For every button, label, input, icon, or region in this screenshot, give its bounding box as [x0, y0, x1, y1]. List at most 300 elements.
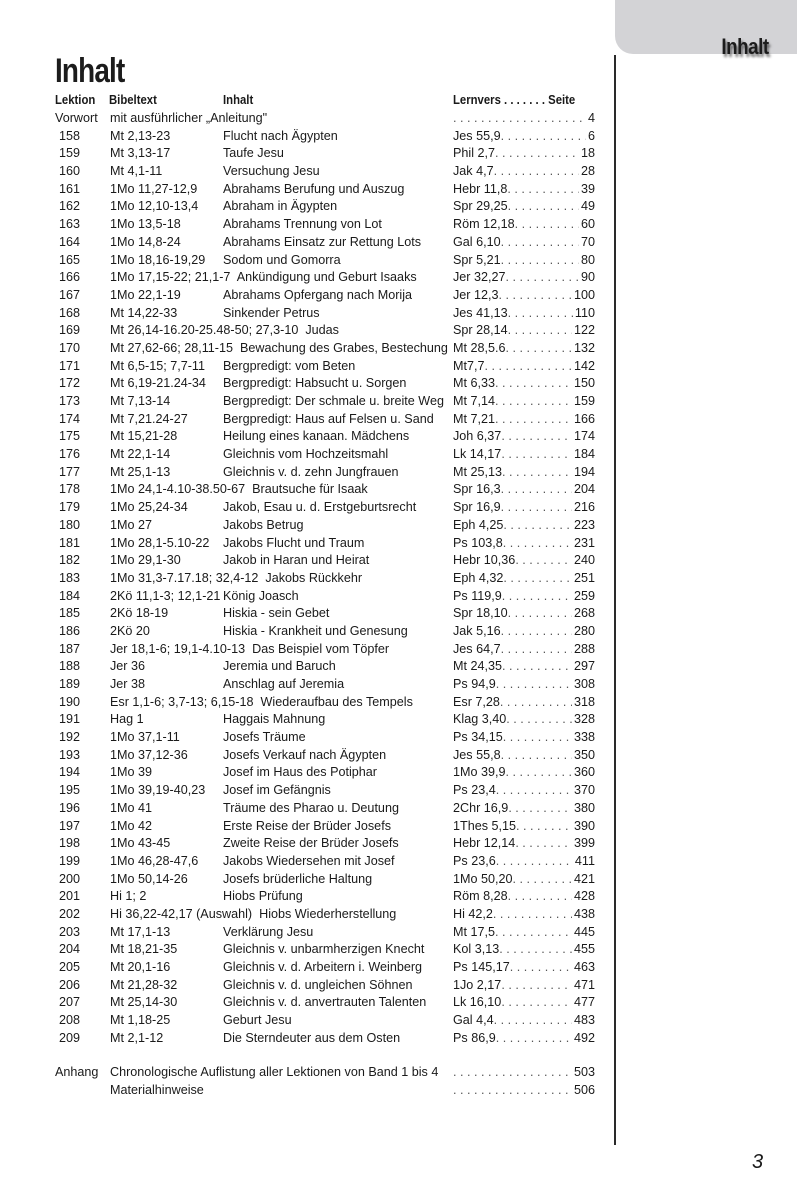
lesson-lernvers-page	[453, 128, 595, 146]
lesson-page: 204	[573, 482, 595, 497]
leader-dots	[500, 694, 572, 712]
leader-dots	[503, 570, 572, 588]
toc-row-lesson[interactable]	[55, 428, 595, 446]
lesson-lernvers: Ps 34,15	[453, 730, 503, 745]
lesson-bibeltext: 1Mo 28,1-5.10-22	[110, 535, 210, 550]
toc-row-lesson[interactable]	[55, 764, 595, 782]
toc-row-lesson[interactable]	[55, 941, 595, 959]
lesson-bibeltext: 1Mo 13,5-18	[110, 217, 181, 232]
leader-dots	[501, 977, 572, 995]
lesson-bibeltext: Mt 6,19-21.24-34	[110, 376, 206, 391]
lesson-bibeltext: 1Mo 37,1-11	[110, 730, 180, 745]
lesson-inhalt: Hiobs Prüfung	[223, 889, 303, 904]
leader-dots	[494, 1012, 572, 1030]
lesson-bibeltext: 2Kö 11,1-3; 12,1-21	[110, 588, 221, 603]
toc-row-lesson[interactable]	[55, 517, 595, 535]
leader-dots	[501, 234, 579, 252]
lesson-number: 171	[59, 358, 81, 373]
leader-dots	[508, 198, 579, 216]
lesson-page: 421	[573, 871, 595, 886]
lesson-lernvers-page	[453, 782, 595, 800]
toc-row-lesson[interactable]	[55, 128, 595, 146]
lesson-page: 251	[573, 570, 595, 585]
lesson-bibeltext: Jer 38	[110, 677, 146, 691]
leader-dots	[508, 305, 573, 323]
toc-row-lesson[interactable]	[55, 994, 595, 1012]
lesson-lernvers: Spr 16,9	[453, 500, 501, 515]
lesson-page: 390	[573, 818, 595, 833]
toc-row-lesson[interactable]	[55, 464, 595, 482]
vorwort-label: Vorwort	[55, 111, 98, 125]
lesson-inhalt: Bergpredigt: Der schmale u. breite Weg	[223, 394, 444, 408]
toc-row-lesson[interactable]	[55, 305, 595, 323]
toc-row-lesson[interactable]	[55, 216, 595, 234]
toc-row-lesson[interactable]	[55, 198, 595, 216]
appendix-page: 506	[573, 1083, 595, 1098]
lesson-inhalt: Josefs brüderliche Haltung	[223, 871, 373, 886]
lesson-page: 122	[573, 323, 595, 338]
lesson-lernvers: Ps 86,9	[453, 1030, 496, 1045]
lesson-number: 191	[59, 712, 81, 727]
toc-row-lesson[interactable]	[55, 977, 595, 995]
lesson-lernvers: Jak 4,7	[453, 164, 494, 179]
header-lernvers-seite	[453, 91, 581, 110]
toc-row-lesson[interactable]	[55, 499, 595, 517]
leader-dots	[501, 446, 572, 464]
lesson-bibeltext: Hi 1; 2	[110, 889, 147, 904]
leader-dots	[495, 924, 572, 942]
appendix-label: Anhang	[55, 1065, 99, 1080]
lesson-lernvers: Ps 23,6	[453, 853, 496, 868]
toc-row-lesson[interactable]	[55, 481, 595, 499]
lesson-lernvers-page	[453, 906, 595, 924]
toc-row-lesson[interactable]	[55, 1012, 595, 1030]
lesson-page: 150	[573, 376, 595, 391]
lesson-page: 338	[573, 730, 595, 745]
lesson-lernvers: Röm 8,28	[453, 889, 508, 904]
toc-row-lesson[interactable]	[55, 287, 595, 305]
leader-dots	[496, 853, 573, 871]
toc-row-lesson[interactable]	[55, 658, 595, 676]
lesson-lernvers: Mt 28,5.6	[453, 340, 506, 355]
lesson-inhalt: Hiskia - Krankheit und Genesung	[223, 623, 408, 638]
lesson-number: 197	[59, 818, 81, 833]
lesson-lernvers: Lk 14,17	[453, 447, 502, 462]
lesson-inhalt: Josef im Haus des Potiphar	[223, 765, 377, 780]
lesson-bibeltext-inhalt: Hi 36,22-42,17 (Auswahl) Hiobs Wiederherstellung	[110, 906, 397, 921]
lesson-inhalt: Zweite Reise der Brüder Josefs	[223, 836, 399, 851]
lesson-bibeltext: Mt 25,14-30	[110, 995, 178, 1010]
lesson-lernvers: Lk 16,10	[453, 995, 502, 1010]
lesson-lernvers: Ps 103,8	[453, 535, 503, 550]
leader-dots	[493, 906, 572, 924]
lesson-number: 194	[59, 765, 81, 780]
leader-dots	[499, 287, 572, 305]
lesson-bibeltext-inhalt: Mt 27,62-66; 28,11-15 Bewachung des Grabes, Bestechung	[110, 340, 448, 355]
lesson-lernvers-page	[453, 764, 595, 782]
lesson-bibeltext: 1Mo 11,27-12,9	[110, 181, 198, 196]
lesson-lernvers: Mt 24,35	[453, 659, 503, 674]
lesson-lernvers-page	[453, 676, 595, 694]
lesson-page: 80	[580, 252, 595, 267]
lesson-lernvers: 1Jo 2,17	[453, 977, 502, 992]
lesson-page: 159	[573, 394, 595, 408]
lesson-bibeltext: Mt 21,28-32	[110, 977, 178, 992]
leader-dots	[502, 658, 572, 676]
lesson-lernvers-page	[453, 871, 595, 889]
lesson-lernvers: Jes 55,8	[453, 747, 501, 762]
lesson-bibeltext: Mt 25,1-13	[110, 464, 171, 479]
lesson-inhalt: Gleichnis v. unbarmherzigen Knecht	[223, 942, 425, 957]
leader-dots	[496, 676, 572, 694]
lesson-number: 177	[59, 464, 81, 479]
lesson-lernvers-page	[453, 1030, 595, 1048]
toc-row-lesson[interactable]	[55, 1030, 595, 1048]
leader-dots	[501, 128, 586, 146]
lesson-lernvers-page	[453, 411, 595, 429]
lesson-lernvers-page	[453, 941, 595, 959]
lesson-number: 163	[59, 217, 81, 232]
lesson-lernvers-page	[453, 287, 595, 305]
lesson-lernvers: Spr 5,21	[453, 252, 501, 267]
lesson-inhalt: Gleichnis v. d. anvertrauten Talenten	[223, 995, 427, 1010]
toc-row-lesson[interactable]	[55, 676, 595, 694]
leader-dots	[503, 517, 572, 535]
lesson-inhalt: Jakobs Betrug	[223, 517, 304, 532]
lesson-inhalt: Jakobs Flucht und Traum	[223, 535, 365, 550]
lesson-bibeltext: 1Mo 46,28-47,6	[110, 853, 199, 868]
lesson-inhalt: Abrahams Einsatz zur Rettung Lots	[223, 234, 422, 249]
lesson-number: 178	[59, 482, 81, 497]
toc-row-lesson[interactable]	[55, 605, 595, 623]
lesson-inhalt: Josefs Träume	[223, 730, 306, 745]
leader-dots	[508, 800, 572, 818]
lesson-lernvers: Spr 18,10	[453, 606, 508, 621]
toc-row-lesson[interactable]	[55, 906, 595, 924]
lesson-lernvers: Jes 55,9	[453, 128, 501, 143]
appendix-page-ref	[453, 1064, 595, 1082]
lesson-inhalt: Gleichnis v. d. Arbeitern i. Weinberg	[223, 960, 423, 974]
toc-row-lesson[interactable]	[55, 163, 595, 181]
lesson-lernvers-page	[453, 835, 595, 853]
lesson-bibeltext: 1Mo 50,14-26	[110, 871, 188, 886]
toc-row-lesson[interactable]	[55, 888, 595, 906]
lesson-number: 203	[59, 924, 81, 939]
lesson-number: 160	[59, 164, 81, 179]
toc-row-lesson[interactable]	[55, 835, 595, 853]
lesson-bibeltext: Mt 20,1-16	[110, 960, 171, 974]
toc-row-lesson[interactable]	[55, 782, 595, 800]
page-title: Inhalt	[55, 52, 125, 90]
lesson-number: 207	[59, 995, 81, 1010]
lesson-bibeltext-inhalt: 1Mo 31,3-7.17.18; 32,4-12 Jakobs Rückkehr	[110, 570, 363, 585]
lesson-inhalt: Versuchung Jesu	[223, 164, 320, 179]
lesson-lernvers: Spr 16,3	[453, 482, 501, 497]
toc-row-lesson[interactable]	[55, 535, 595, 553]
lesson-bibeltext: 1Mo 41	[110, 800, 153, 815]
toc-row-lesson[interactable]	[55, 375, 595, 393]
lesson-lernvers-page	[453, 322, 595, 340]
toc-row-lesson[interactable]	[55, 800, 595, 818]
toc-row-lesson[interactable]	[55, 145, 595, 163]
lesson-page: 477	[573, 995, 595, 1010]
toc-row-lesson[interactable]	[55, 623, 595, 641]
lesson-lernvers-page	[453, 358, 595, 376]
lesson-lernvers-page	[453, 888, 595, 906]
lesson-number: 192	[59, 730, 81, 745]
lesson-lernvers-page	[453, 641, 595, 659]
leader-dots	[501, 428, 572, 446]
lesson-page: 297	[573, 659, 595, 674]
lesson-page: 411	[574, 853, 595, 868]
toc-row-lesson[interactable]	[55, 747, 595, 765]
toc-row-lesson[interactable]	[55, 340, 595, 358]
leader-dots	[510, 959, 572, 977]
lesson-lernvers: Kol 3,13	[453, 942, 500, 957]
lesson-bibeltext: 1Mo 37,12-36	[110, 747, 188, 762]
toc-row-lesson[interactable]	[55, 588, 595, 606]
leader-dots	[495, 145, 579, 163]
lesson-lernvers-page	[453, 853, 595, 871]
leader-dots	[494, 163, 579, 181]
lesson-inhalt: Anschlag auf Jeremia	[223, 677, 345, 691]
toc-row-lesson[interactable]	[55, 711, 595, 729]
leader-dots	[503, 535, 572, 553]
toc-row-lesson[interactable]	[55, 234, 595, 252]
lesson-page: 184	[573, 447, 595, 462]
appendix-item: Materialhinweise	[110, 1083, 204, 1098]
lesson-bibeltext: Mt 2,1-12	[110, 1030, 164, 1045]
leader-dots	[516, 818, 572, 836]
header-inhalt: Inhalt	[223, 93, 254, 107]
lesson-number: 186	[59, 623, 81, 638]
toc-row-lesson[interactable]	[55, 853, 595, 871]
section-tab-label: Inhalt	[721, 34, 769, 59]
leader-dots	[508, 322, 572, 340]
toc-row-lesson[interactable]	[55, 959, 595, 977]
lesson-bibeltext: 1Mo 22,1-19	[110, 287, 181, 302]
lesson-number: 190	[59, 694, 81, 709]
section-tab	[615, 0, 797, 59]
lesson-inhalt: Josef im Gefängnis	[223, 783, 331, 798]
leader-dots	[508, 605, 572, 623]
lesson-bibeltext: Mt 7,13-14	[110, 394, 171, 408]
header-bibeltext: Bibeltext	[109, 93, 157, 107]
lesson-bibeltext: 1Mo 25,24-34	[110, 500, 188, 515]
lesson-page: 360	[573, 765, 595, 780]
lesson-inhalt: Verklärung Jesu	[223, 924, 314, 939]
lesson-bibeltext: 1Mo 39,19-40,23	[110, 783, 206, 798]
lesson-lernvers-page	[453, 428, 595, 446]
lesson-inhalt: Gleichnis v. d. ungleichen Söhnen	[223, 977, 413, 992]
lesson-lernvers: Eph 4,25	[453, 517, 504, 532]
lesson-lernvers-page	[453, 375, 595, 393]
lesson-number: 176	[59, 447, 81, 462]
toc-row-lesson[interactable]	[55, 924, 595, 942]
lesson-lernvers: Mt 6,33	[453, 376, 495, 391]
lesson-inhalt: Abrahams Trennung von Lot	[223, 217, 382, 232]
lesson-lernvers: Klag 3,40	[453, 712, 507, 727]
lesson-number: 200	[59, 871, 81, 886]
toc-row-lesson[interactable]	[55, 269, 595, 287]
leader-dots	[501, 747, 572, 765]
lesson-number: 204	[59, 942, 81, 957]
toc-row-lesson[interactable]	[55, 181, 595, 199]
lesson-bibeltext: 1Mo 29,1-30	[110, 553, 181, 568]
toc-row-appendix[interactable]	[55, 1064, 595, 1082]
lesson-number: 189	[59, 677, 81, 691]
lesson-lernvers-page	[453, 145, 595, 163]
lesson-lernvers-page	[453, 181, 595, 199]
toc-row-lesson[interactable]	[55, 358, 595, 376]
lesson-number: 188	[59, 659, 81, 674]
lesson-lernvers: Phil 2,7	[453, 146, 496, 161]
lesson-page: 90	[580, 270, 595, 285]
lesson-page: 132	[573, 340, 595, 355]
lesson-inhalt: Sinkender Petrus	[223, 305, 320, 320]
toc-row-lesson[interactable]	[55, 322, 595, 340]
lesson-inhalt: Die Sterndeuter aus dem Osten	[223, 1030, 401, 1045]
lesson-lernvers: Mt 25,13	[453, 464, 503, 479]
leader-dots	[507, 181, 579, 199]
lesson-lernvers-page	[453, 924, 595, 942]
lesson-bibeltext: Mt 4,1-11	[110, 164, 163, 179]
toc-row-lesson[interactable]	[55, 552, 595, 570]
lesson-lernvers-page	[453, 252, 595, 270]
lesson-inhalt: Josefs Verkauf nach Ägypten	[223, 747, 387, 762]
lesson-page: 399	[573, 836, 595, 851]
lesson-lernvers-page	[453, 535, 595, 553]
lesson-number: 159	[59, 146, 81, 161]
lesson-inhalt: Erste Reise der Brüder Josefs	[223, 818, 391, 833]
toc-row-lesson[interactable]	[55, 818, 595, 836]
lesson-lernvers: Jer 12,3	[453, 287, 499, 302]
lesson-page: 318	[573, 694, 595, 709]
header-lernvers: Lernvers . . . . . . .	[453, 93, 545, 107]
lesson-page: 240	[573, 553, 595, 568]
lesson-number: 167	[59, 287, 81, 302]
leader-dots	[496, 782, 572, 800]
lesson-bibeltext: Mt 1,18-25	[110, 1013, 171, 1028]
leader-dots	[495, 393, 572, 411]
leader-dots	[501, 481, 572, 499]
lesson-lernvers-page	[453, 552, 595, 570]
lesson-lernvers-page	[453, 234, 595, 252]
toc-row-lesson[interactable]	[55, 446, 595, 464]
lesson-lernvers: Ps 119,9	[453, 588, 502, 603]
lesson-page: 350	[573, 747, 595, 762]
leader-dots	[501, 252, 579, 270]
toc-row-vorwort[interactable]	[55, 110, 595, 128]
lesson-number: 181	[59, 535, 81, 550]
lesson-page: 328	[573, 712, 595, 727]
lesson-number: 168	[59, 305, 81, 320]
toc-row-lesson[interactable]	[55, 570, 595, 588]
lesson-lernvers-page	[453, 517, 595, 535]
lesson-inhalt: Gleichnis vom Hochzeitsmahl	[223, 447, 389, 462]
lesson-bibeltext: 1Mo 27	[110, 517, 153, 532]
lesson-lernvers: Esr 7,28	[453, 694, 500, 709]
lesson-number: 179	[59, 500, 81, 515]
leader-dots	[485, 358, 572, 376]
lesson-page: 110	[574, 305, 595, 320]
lesson-lernvers-page	[453, 694, 595, 712]
toc-row-appendix[interactable]	[55, 1082, 595, 1100]
leader-dots	[503, 729, 572, 747]
appendix-page: 503	[573, 1065, 595, 1080]
lesson-page: 100	[573, 287, 595, 302]
lesson-number: 198	[59, 836, 81, 851]
lesson-number: 164	[59, 234, 81, 249]
lesson-bibeltext: 2Kö 18-19	[110, 606, 169, 621]
toc-row-lesson[interactable]	[55, 871, 595, 889]
lesson-page: 70	[580, 234, 595, 249]
vorwort-page-ref	[453, 110, 595, 128]
lesson-inhalt: Geburt Jesu	[223, 1013, 292, 1028]
lesson-lernvers: Hebr 10,36	[453, 553, 516, 568]
lesson-bibeltext: Mt 7,21.24-27	[110, 411, 188, 426]
toc-row-lesson[interactable]	[55, 252, 595, 270]
lesson-bibeltext: Mt 18,21-35	[110, 942, 178, 957]
leader-dots	[506, 711, 572, 729]
lesson-inhalt: Jakob in Haran und Heirat	[223, 553, 370, 568]
lesson-number: 180	[59, 517, 81, 532]
lesson-bibeltext-inhalt: 1Mo 24,1-4.10-38.50-67 Brautsuche für Isaak	[110, 482, 368, 497]
toc-row-lesson[interactable]	[55, 411, 595, 429]
toc-row-lesson[interactable]	[55, 393, 595, 411]
lesson-page: 18	[580, 146, 595, 161]
lesson-number: 169	[59, 323, 81, 338]
lesson-lernvers: Jak 5,16	[453, 623, 501, 638]
lesson-lernvers-page	[453, 305, 595, 323]
lesson-page: 483	[573, 1013, 595, 1028]
lesson-lernvers-page	[453, 588, 595, 606]
lesson-lernvers: Jes 64,7	[453, 641, 501, 656]
lesson-lernvers: Mt 7,14	[453, 394, 495, 408]
lesson-lernvers-page	[453, 481, 595, 499]
lesson-lernvers: 1Mo 39,9	[453, 765, 506, 780]
lesson-page: 455	[573, 942, 595, 957]
lesson-number: 173	[59, 394, 81, 408]
lesson-lernvers: Eph 4,32	[453, 570, 504, 585]
lesson-bibeltext: Mt 2,13-23	[110, 128, 171, 143]
lesson-lernvers-page	[453, 570, 595, 588]
toc-row-lesson[interactable]	[55, 729, 595, 747]
lesson-number: 195	[59, 783, 81, 798]
leader-dots	[496, 1030, 572, 1048]
lesson-number: 196	[59, 800, 81, 815]
lesson-lernvers: Mt 17,5	[453, 924, 495, 939]
lesson-lernvers: Joh 6,37	[453, 429, 502, 444]
lesson-inhalt: Gleichnis v. d. zehn Jungfrauen	[223, 464, 399, 479]
lesson-lernvers-page	[453, 747, 595, 765]
toc-row-lesson[interactable]	[55, 641, 595, 659]
lesson-page: 445	[573, 924, 595, 939]
leader-dots	[502, 464, 572, 482]
lesson-bibeltext: Hag 1	[110, 712, 144, 727]
lesson-lernvers-page	[453, 994, 595, 1012]
lesson-lernvers-page	[453, 340, 595, 358]
lesson-bibeltext: Mt 6,5-15; 7,7-11	[110, 358, 205, 373]
lesson-inhalt: Bergpredigt: Haus auf Felsen u. Sand	[223, 411, 434, 426]
lesson-inhalt: Hiskia - sein Gebet	[223, 606, 330, 621]
lesson-inhalt: Sodom und Gomorra	[223, 252, 341, 267]
lesson-page: 194	[573, 464, 595, 479]
toc-row-lesson[interactable]	[55, 694, 595, 712]
lesson-lernvers-page	[453, 800, 595, 818]
lesson-page: 428	[573, 889, 595, 904]
lesson-page: 268	[573, 606, 595, 621]
